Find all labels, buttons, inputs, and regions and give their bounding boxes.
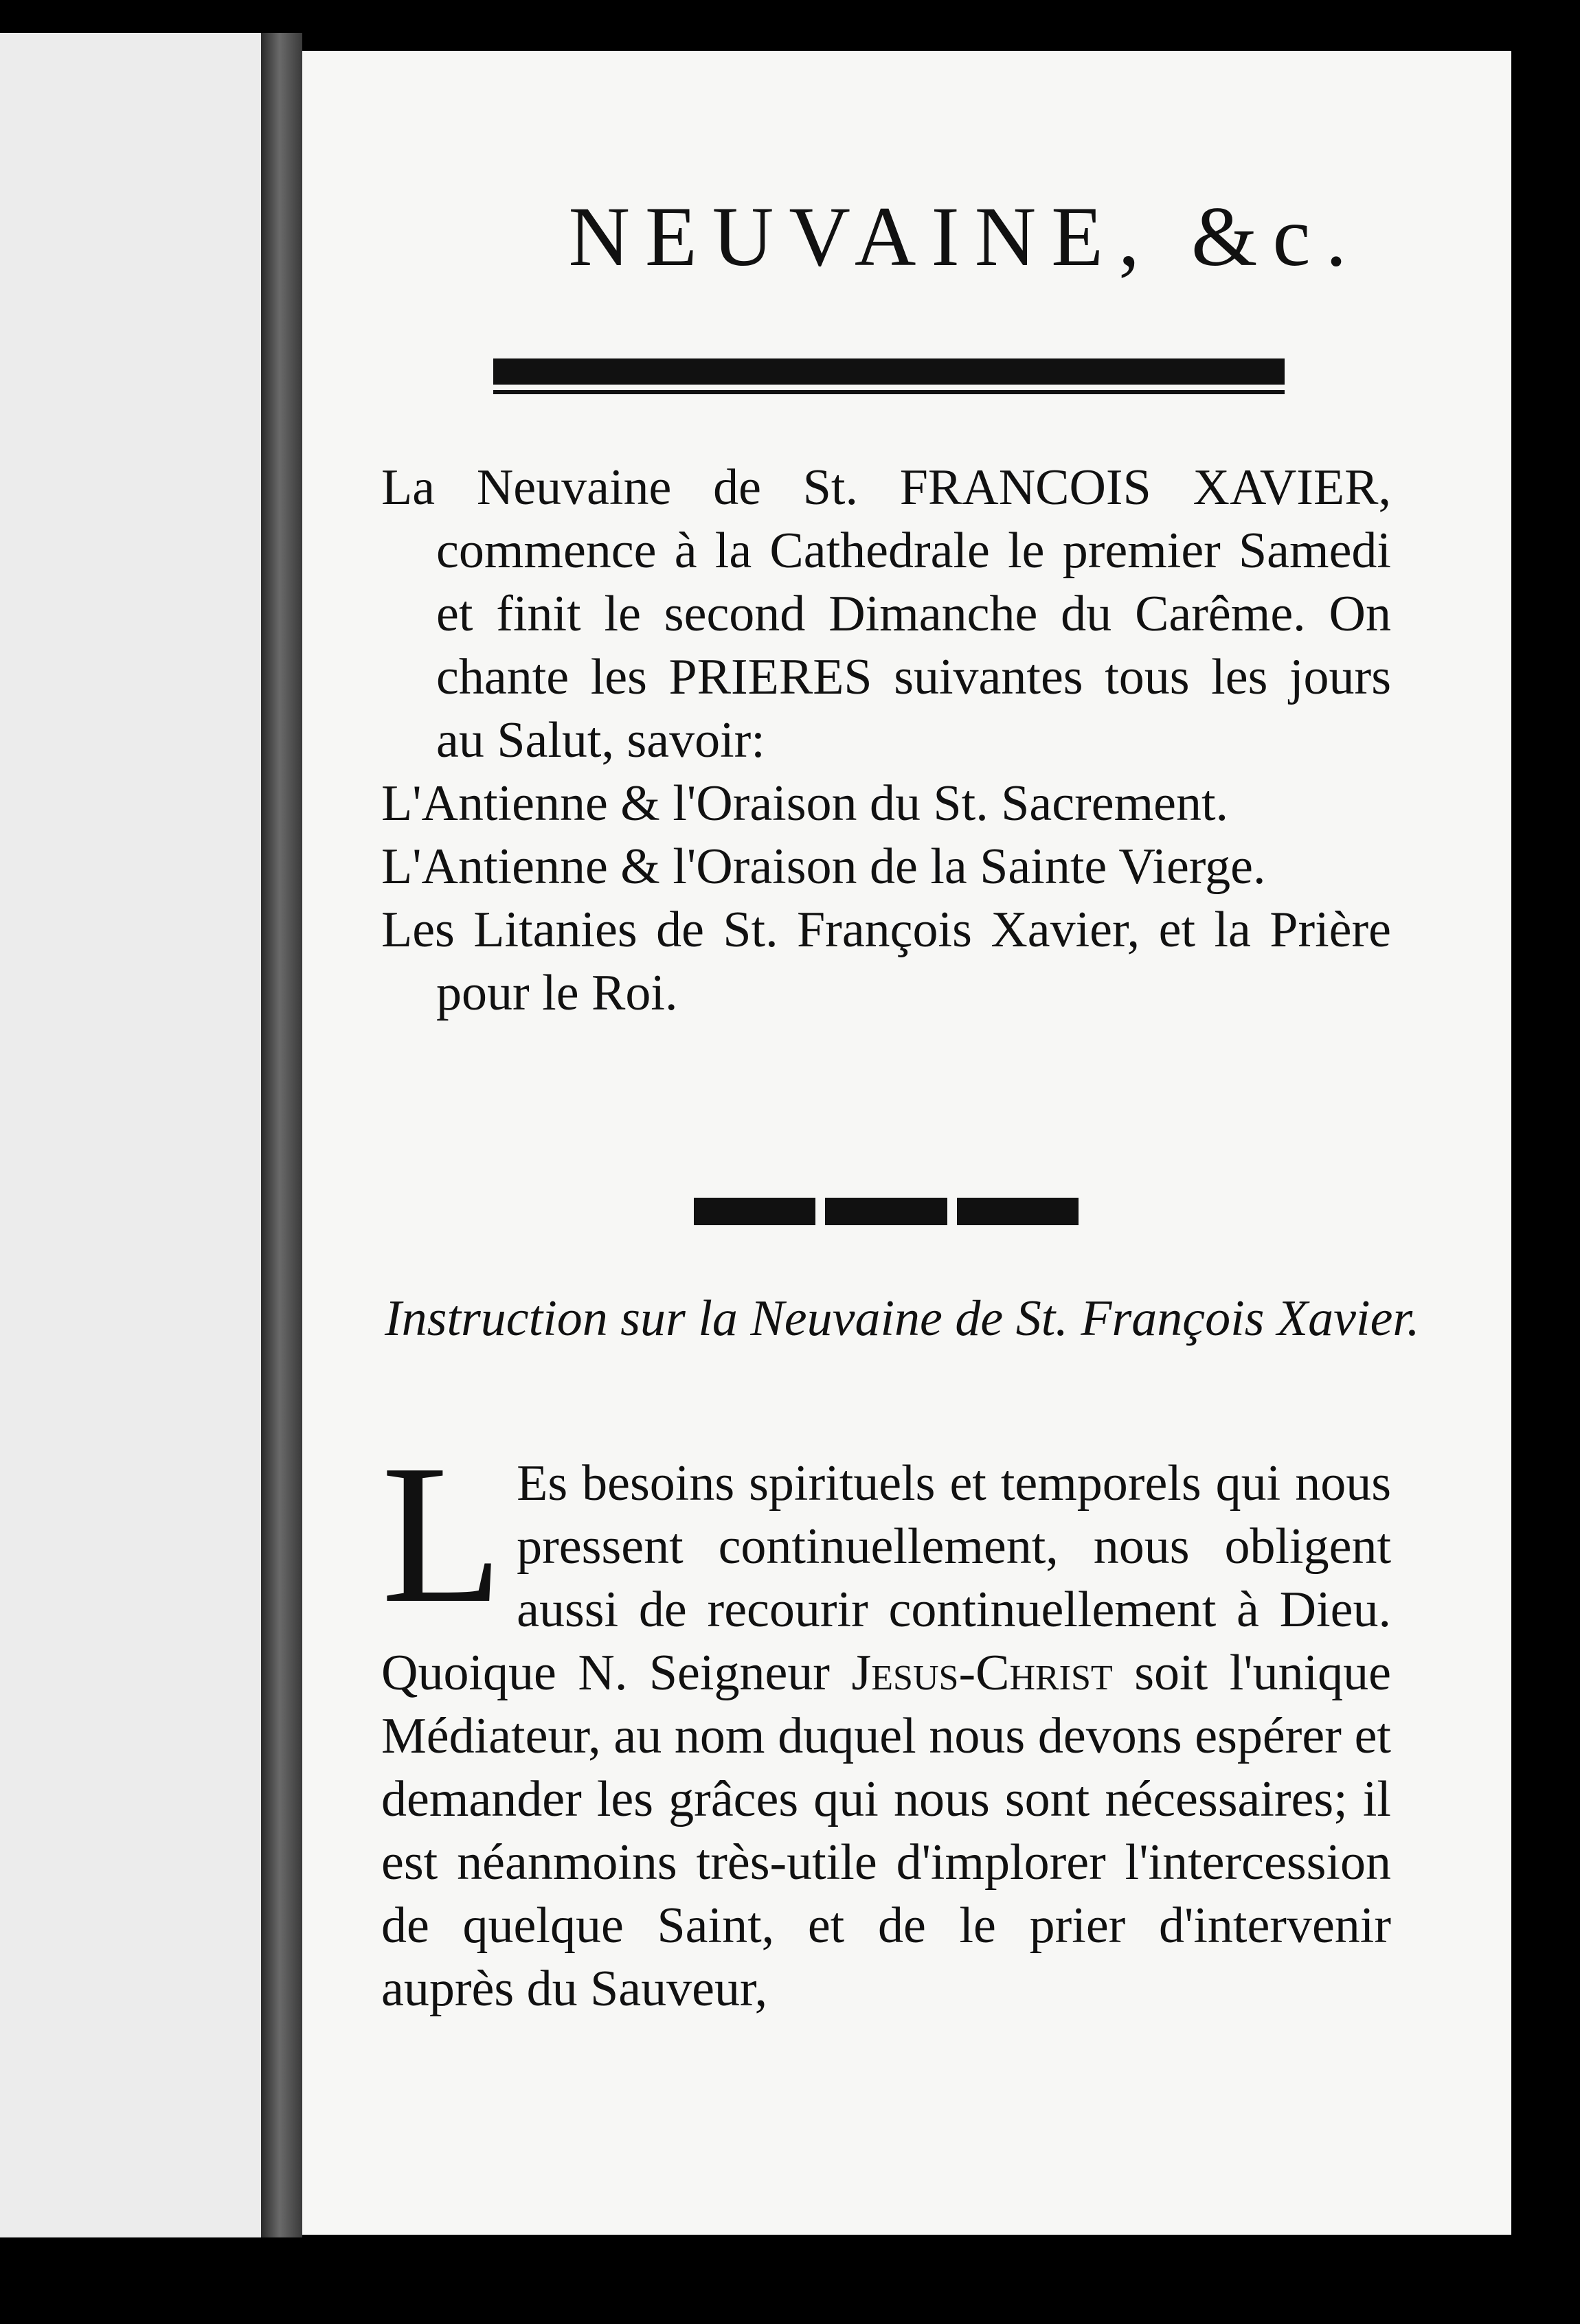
book-gutter	[261, 33, 302, 2237]
divider-segment	[957, 1198, 1079, 1225]
intro-section	[381, 456, 1391, 1025]
intro-paragraph: La Neuvaine de St. FRANCOIS XAVIER, commence à la Cathedrale le premier Samedi et finit le second Dimanche du Carême. On chante les PRIERES suivantes tous les jours au Salut, savoir:	[381, 459, 1391, 768]
divider-segment	[694, 1198, 815, 1225]
page-title: NEUVAINE, &c.	[568, 190, 1362, 284]
body-text-2: soit l'unique Médiateur, au nom duquel nous devons espérer et demander les grâces qui nous sont nécessaires; il est néanmoins très-utile d'implorer l'intercession de quelque Saint, et de le prier d'intervenir auprès du Sauveur,	[381, 1645, 1391, 2017]
previous-page-edge	[0, 33, 261, 2237]
intro-item: L'Antienne & l'Oraison du St. Sacrement.	[381, 775, 1229, 832]
book-page	[302, 51, 1511, 2235]
header-rule	[493, 358, 1285, 385]
body-text-1: Es besoins spirituels et temporels qui nous pressent continuellement, nous obligent aussi de recourir continuellement à Dieu. Quoique N. Seigneur	[381, 1455, 1391, 1701]
instruction-body	[381, 1424, 1391, 2020]
intro-item: L'Antienne & l'Oraison de la Sainte Vierge.	[381, 839, 1266, 895]
section-divider	[694, 1198, 1079, 1225]
drop-cap: L	[381, 1424, 504, 1644]
body-name: Jesus-Christ	[851, 1645, 1113, 1701]
intro-item: Les Litanies de St. François Xavier, et la Prière pour le Roi.	[381, 902, 1391, 1021]
section-title: Instruction sur la Neuvaine de St. François Xavier.	[385, 1290, 1420, 1347]
divider-segment	[825, 1198, 947, 1225]
